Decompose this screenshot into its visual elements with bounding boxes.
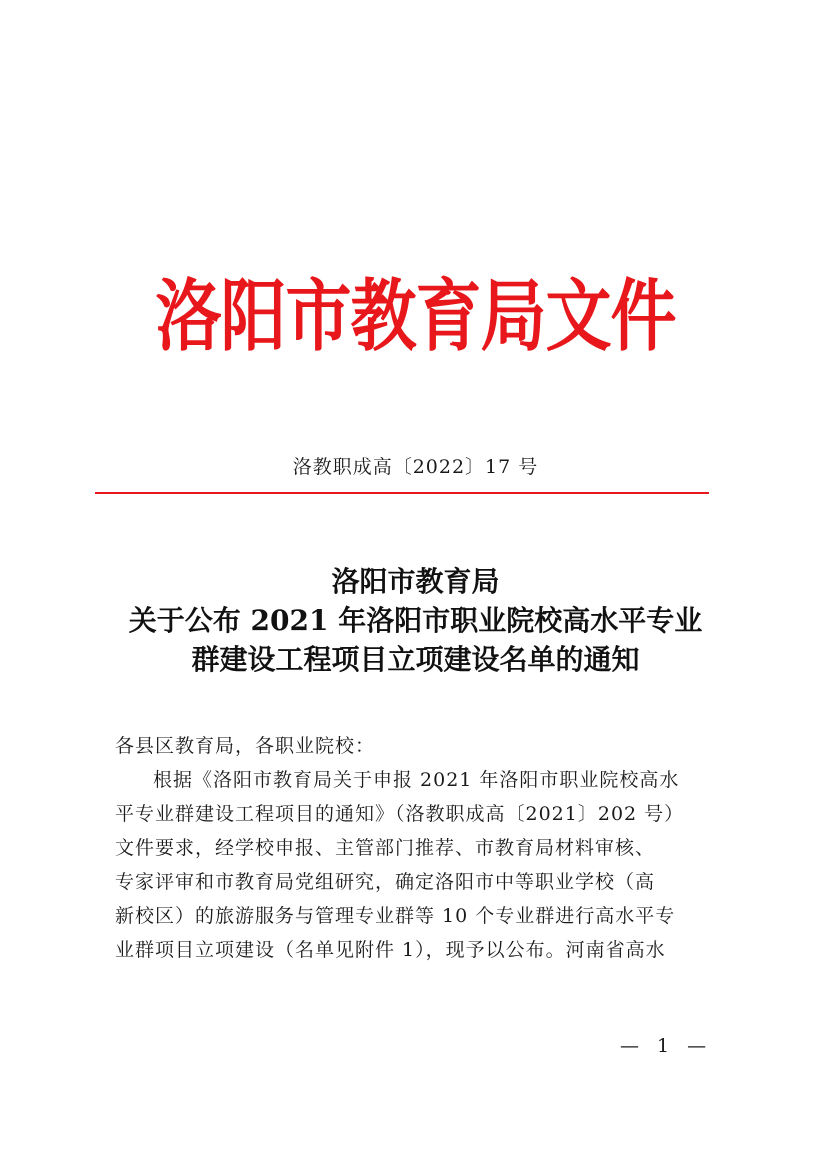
notice-body — [115, 729, 720, 967]
page-number: — 1 — — [620, 1035, 713, 1057]
paragraph-line: 根据《洛阳市教育局关于申报 2021 年洛阳市职业院校高水 — [153, 769, 680, 791]
title-line-subject: 关于公布 2021 年洛阳市职业院校高水平专业 — [128, 604, 703, 637]
paragraph-line: 平专业群建设工程项目的通知》（洛教职成高〔2021〕202 号） — [115, 803, 685, 825]
document-number: 洛教职成高〔2022〕17 号 — [292, 456, 539, 478]
paragraph-line: 业群项目立项建设（名单见附件 1），现予以公布。河南省高水 — [115, 939, 666, 961]
paragraph-line: 新校区）的旅游服务与管理专业群等 10 个专业群进行高水平专 — [115, 905, 676, 927]
red-divider-line — [95, 492, 709, 494]
title-line-subject-cont: 群建设工程项目立项建设名单的通知 — [191, 643, 640, 676]
notice-title — [0, 562, 831, 679]
title-line-issuer: 洛阳市教育局 — [331, 565, 500, 598]
paragraph-line: 专家评审和市教育局党组研究，确定洛阳市中等职业学校（高 — [115, 871, 656, 893]
document-masthead: 洛阳市教育局文件 — [155, 270, 676, 362]
paragraph-line: 文件要求，经学校申报、主管部门推荐、市教育局材料审核、 — [115, 837, 656, 859]
salutation: 各县区教育局，各职业院校： — [115, 735, 376, 757]
